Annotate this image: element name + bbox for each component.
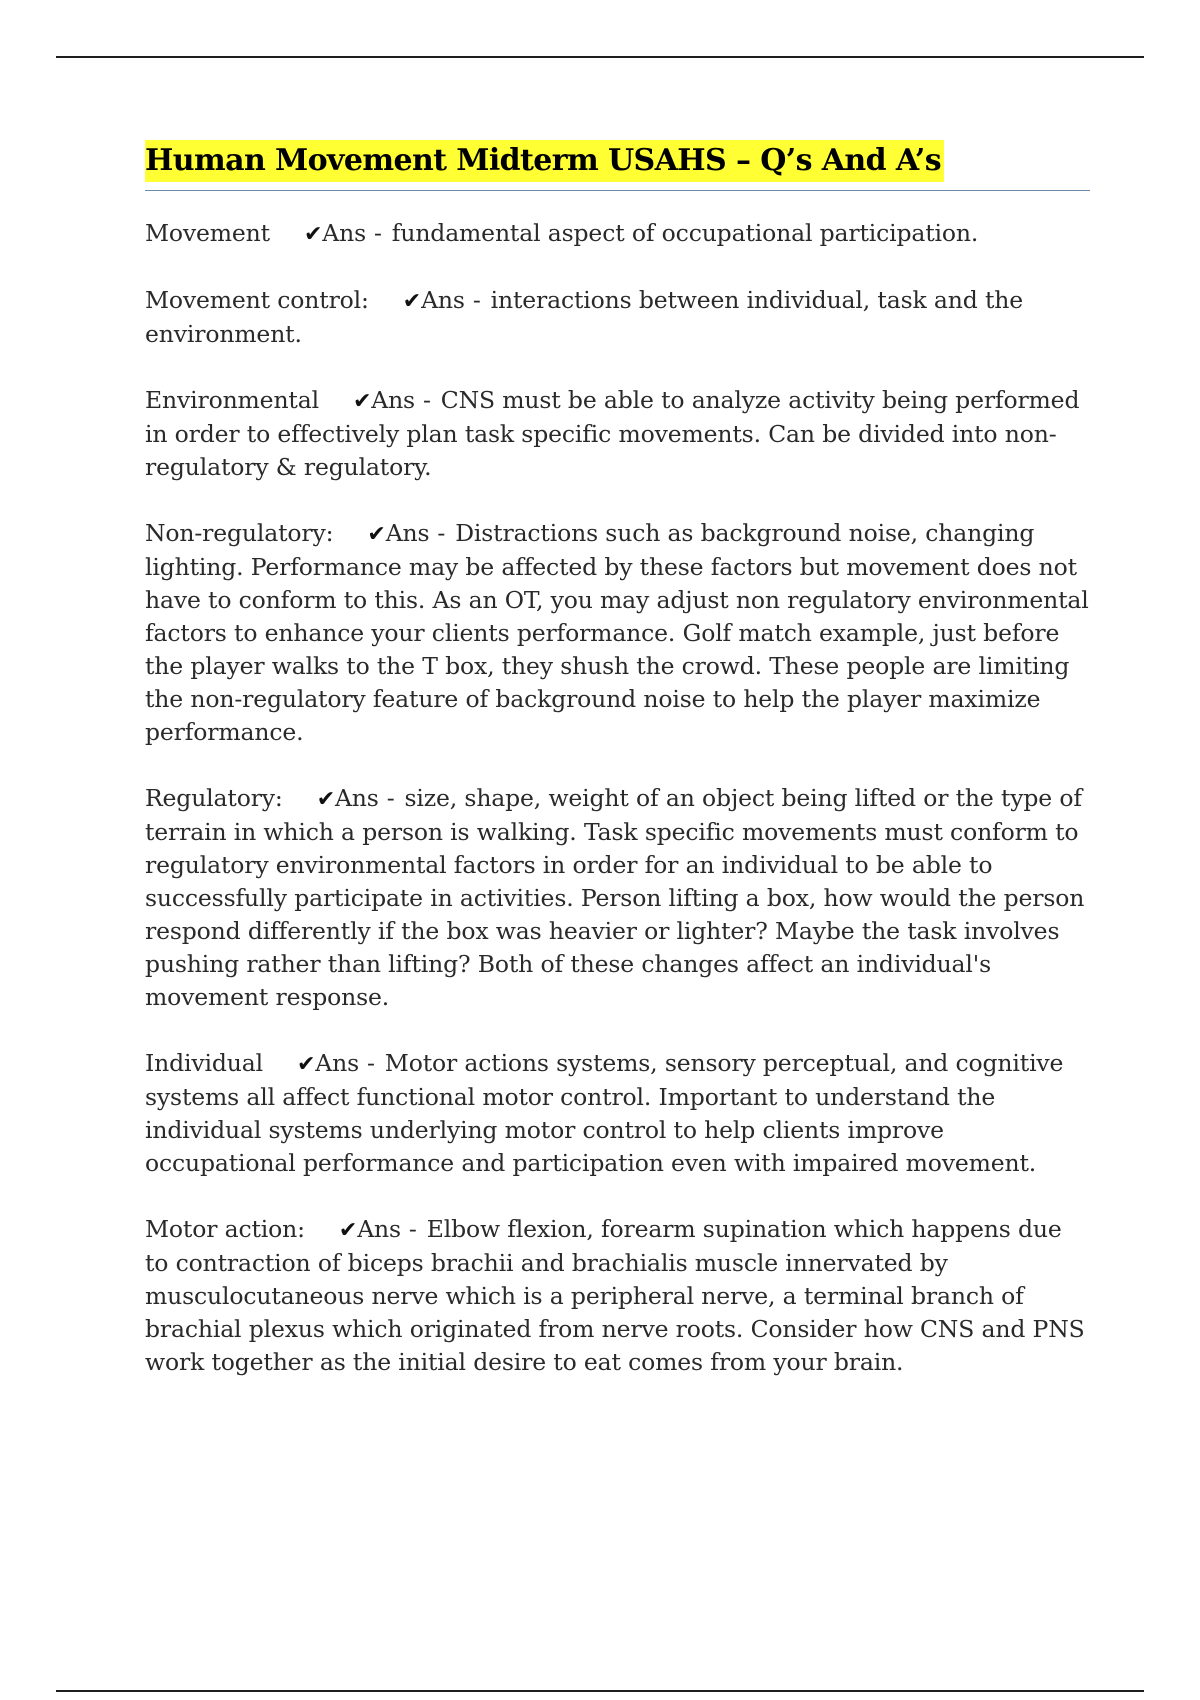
- qa-entry: [145, 284, 1090, 351]
- separator-dash: -: [437, 519, 446, 547]
- qa-entry: [145, 517, 1090, 749]
- question-term: Non-regulatory:: [145, 519, 334, 547]
- ans-label: Ans: [421, 286, 465, 314]
- qa-entry: [145, 1047, 1090, 1180]
- qa-entry: [145, 1213, 1090, 1379]
- answer-text: Motor actions systems, sensory perceptual, and cognitive systems all affect functional motor control. Important to understand the individual systems underlying motor control to help clients improve occupational performance and participation even with impaired movement.: [145, 1049, 1064, 1177]
- question-term: Environmental: [145, 386, 319, 414]
- checkmark-icon: ✔: [303, 222, 323, 247]
- answer-text: size, shape, weight of an object being lifted or the type of terrain in which a person is walking. Task specific movements must conform to regulatory environmental factors in order for an individual to be able to successfully participate in activities. Person lifting a box, how would the person respond differently if the box was heavier or lighter? Maybe the task involves pushing rather than lifting? Both of these changes affect an individual's movement response.: [145, 784, 1085, 1011]
- qa-list: [145, 217, 1090, 1379]
- title-block: [145, 140, 1090, 191]
- checkmark-icon: ✔: [402, 289, 422, 314]
- page-top-rule: [56, 56, 1144, 58]
- answer-text: CNS must be able to analyze activity being performed in order to effectively plan task specific movements. Can be divided into non-regulatory & regulatory.: [145, 386, 1080, 481]
- answer-text: Elbow flexion, forearm supination which happens due to contraction of biceps brachii and brachialis muscle innervated by musculocutaneous nerve which is a peripheral nerve, a terminal branch of brachial plexus which originated from nerve roots. Consider how CNS and PNS work together as the initial desire to eat comes from your brain.: [145, 1215, 1085, 1376]
- ans-label: Ans: [357, 1215, 401, 1243]
- checkmark-icon: ✔: [296, 1052, 316, 1077]
- answer-text: fundamental aspect of occupational participation.: [391, 219, 979, 247]
- checkmark-icon: ✔: [338, 1218, 358, 1243]
- question-term: Movement: [145, 219, 270, 247]
- question-term: Regulatory:: [145, 784, 283, 812]
- page-bottom-rule: [56, 1690, 1144, 1692]
- qa-entry: [145, 782, 1090, 1014]
- separator-dash: -: [373, 219, 382, 247]
- checkmark-icon: ✔: [352, 389, 372, 414]
- question-term: Movement control:: [145, 286, 369, 314]
- checkmark-icon: ✔: [367, 522, 386, 547]
- checkmark-icon: ✔: [316, 787, 335, 812]
- ans-label: Ans: [334, 784, 379, 812]
- question-term: Individual: [145, 1049, 263, 1077]
- ans-label: Ans: [371, 386, 415, 414]
- ans-label: Ans: [322, 219, 366, 247]
- separator-dash: -: [408, 1215, 417, 1243]
- ans-label: Ans: [385, 519, 430, 547]
- separator-dash: -: [422, 386, 431, 414]
- separator-dash: -: [472, 286, 481, 314]
- question-term: Motor action:: [145, 1215, 305, 1243]
- ans-label: Ans: [315, 1049, 359, 1077]
- separator-dash: -: [367, 1049, 375, 1077]
- qa-entry: [145, 384, 1090, 484]
- qa-entry: [145, 217, 1090, 251]
- document-title: Human Movement Midterm USAHS – Q’s And A’s: [145, 140, 944, 182]
- separator-dash: -: [386, 784, 395, 812]
- answer-text: interactions between individual, task and the environment.: [145, 286, 1023, 348]
- document-body: [145, 140, 1090, 1412]
- answer-text: Distractions such as background noise, changing lighting. Performance may be affected by these factors but movement does not have to conform to this. As an OT, you may adjust non regulatory environmental factors to enhance your clients performance. Golf match example, just before the player walks to the T box, they shush the crowd. These people are limiting the non-regulatory feature of background noise to help the player maximize performance.: [145, 519, 1089, 746]
